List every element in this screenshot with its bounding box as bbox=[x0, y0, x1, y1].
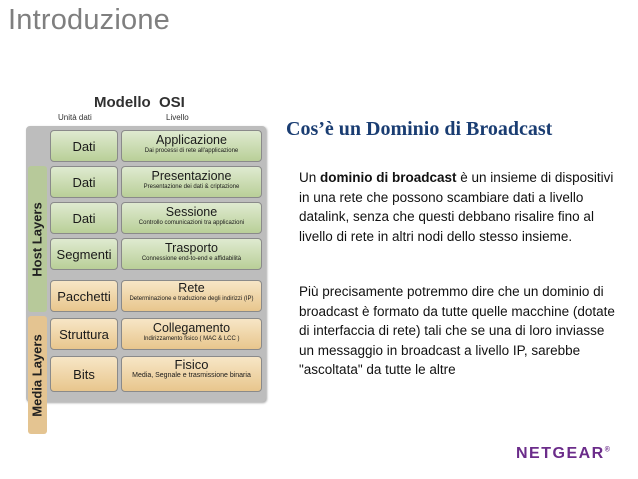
layer-description: Determinazione e traduzione degli indirizzi (IP) bbox=[129, 296, 254, 302]
layer-application bbox=[121, 130, 262, 162]
data-unit-application: Dati bbox=[50, 130, 118, 162]
paragraph-definition bbox=[299, 168, 619, 246]
layer-description: Controllo comunicazioni tra applicazioni bbox=[138, 220, 245, 226]
media-layers-label: Media Layers bbox=[30, 333, 45, 417]
layer-name: Rete bbox=[178, 281, 205, 295]
paragraph-text: è un insieme di dispositivi in una rete che possono scambiare dati a livello datalink, senza che questi debbano risalire fino al livello di rete in altri nodi dello stesso insieme. bbox=[299, 170, 614, 244]
data-unit-transport: Segmenti bbox=[50, 238, 118, 270]
osi-frame bbox=[26, 126, 266, 417]
layer-name: Applicazione bbox=[156, 133, 227, 147]
layer-name: Collegamento bbox=[152, 321, 231, 335]
registered-mark: ® bbox=[604, 446, 612, 454]
paragraph-text: Un bbox=[299, 170, 321, 185]
data-unit-datalink: Struttura bbox=[50, 318, 118, 350]
netgear-logo bbox=[516, 445, 611, 463]
osi-title: Modello OSI bbox=[94, 94, 185, 111]
logo-text: NETGEAR bbox=[516, 445, 605, 462]
slide-title: Introduzione bbox=[8, 4, 171, 36]
data-unit-physical: Bits bbox=[50, 356, 118, 392]
layer-network bbox=[121, 280, 262, 312]
paragraph-explanation: Più precisamente potremmo dire che un dominio di broadcast è formato da tutte quelle macchine (dotate di interfaccia di rete) tali che se una di loro inviasse un messaggio in broadcast a livello IP, sarebbe "ascoltata" da tutte le altre bbox=[299, 284, 615, 377]
layer-presentation bbox=[121, 166, 262, 198]
layer-physical bbox=[121, 356, 262, 392]
data-unit-session: Dati bbox=[50, 202, 118, 234]
layer-name: Sessione bbox=[165, 205, 218, 219]
section-heading: Cos’è un Dominio di Broadcast bbox=[286, 118, 553, 140]
layer-datalink bbox=[121, 318, 262, 350]
layer-description: Dai processi di rete all'applicazione bbox=[144, 148, 239, 154]
bold-term: dominio di broadcast bbox=[320, 170, 457, 185]
layer-name: Presentazione bbox=[151, 169, 232, 183]
layer-transport bbox=[121, 238, 262, 270]
layer-description: Connessione end-to-end e affidabilità bbox=[141, 256, 242, 262]
data-unit-network: Pacchetti bbox=[50, 280, 118, 312]
media-layers-band bbox=[28, 316, 47, 434]
osi-model-diagram bbox=[26, 92, 266, 417]
layer-description: Presentazione dei dati & criptazione bbox=[143, 184, 240, 190]
layer-description: Indirizzamento fisico ( MAC & LCC ) bbox=[143, 336, 240, 342]
layer-name: Fisico bbox=[174, 357, 209, 372]
host-layers-band bbox=[28, 166, 47, 312]
data-unit-presentation: Dati bbox=[50, 166, 118, 198]
layer-description: Media, Segnale e trasmissione binaria bbox=[132, 372, 251, 379]
layer-name: Trasporto bbox=[164, 241, 219, 255]
host-layers-label: Host Layers bbox=[30, 201, 46, 277]
osi-column-level: Livello bbox=[166, 113, 189, 122]
osi-column-data-unit: Unità dati bbox=[58, 113, 92, 122]
layer-session bbox=[121, 202, 262, 234]
